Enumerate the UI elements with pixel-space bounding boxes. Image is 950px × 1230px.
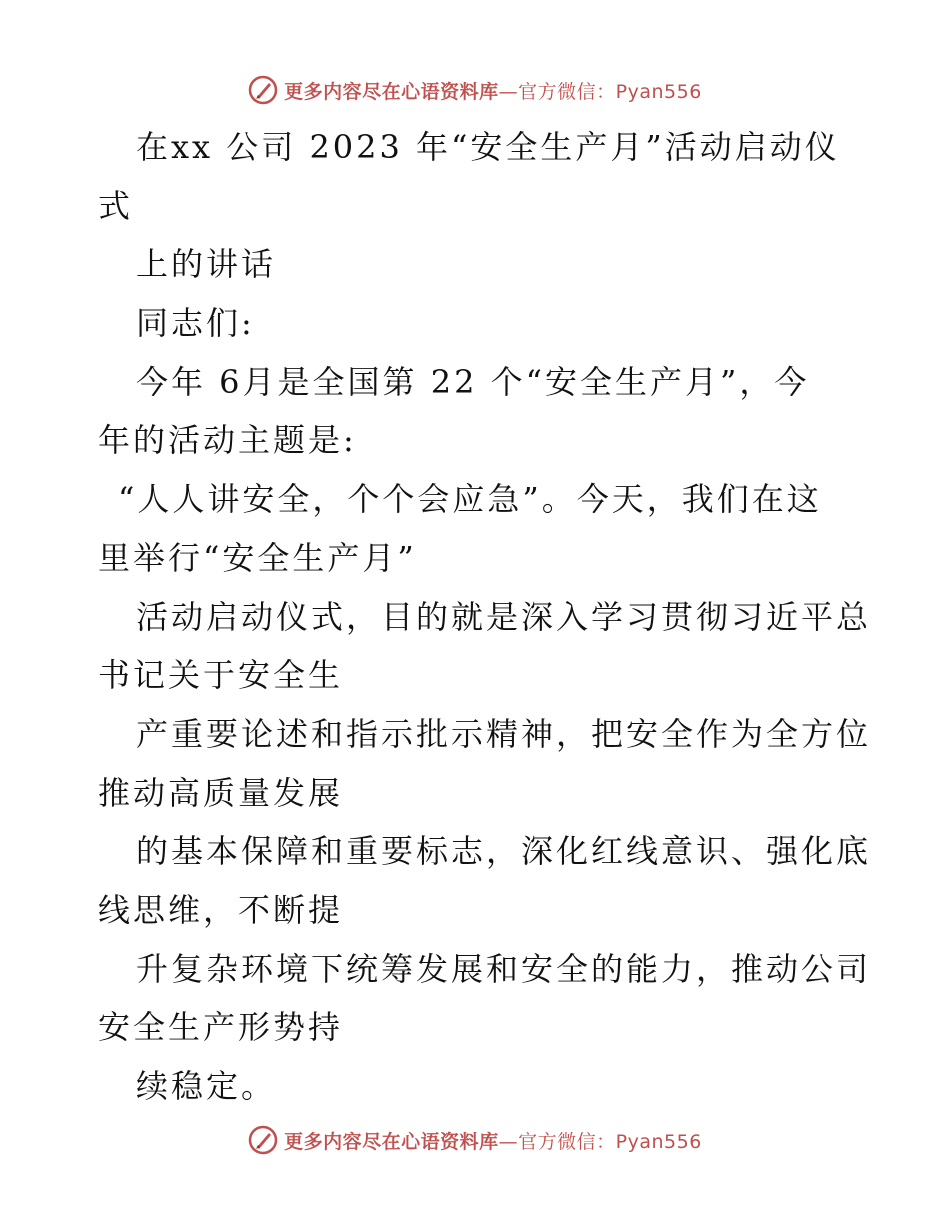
header-watermark-text: [284, 77, 702, 104]
text-line: 续稳定。: [136, 1067, 277, 1105]
text-line: 式: [98, 186, 134, 225]
watermark-contact: —官方微信：Pyan556: [498, 80, 702, 103]
text-line: 的基本保障和重要标志，深化红线意识、强化底: [136, 832, 872, 871]
watermark-lead: 更多内容尽在心语资料库: [284, 80, 499, 103]
footer-watermark-text: [284, 1127, 702, 1154]
watermark-lead: 更多内容尽在心语资料库: [284, 1130, 499, 1153]
footer-watermark-banner: [0, 1120, 950, 1160]
text-line: 线思维，不断提: [98, 890, 344, 929]
text-line: 活动启动仪式，目的就是深入学习贯彻习近平总: [136, 597, 872, 636]
text-line: “人人讲安全，个个会应急”。今天，我们在这: [118, 480, 822, 519]
text-line: 升复杂环境下统筹发展和安全的能力，推动公司: [136, 949, 872, 988]
text-line: 里举行“安全生产月”: [98, 538, 417, 577]
text-line: 年的活动主题是:: [98, 421, 357, 460]
text-line: 产重要论述和指示批示精神，把安全作为全方位: [136, 714, 872, 753]
text-line: 安全生产形势持: [98, 1008, 344, 1047]
text-line: 上的讲话: [136, 245, 277, 284]
feather-pen-logo-icon: [248, 75, 278, 105]
text-line: 同志们:: [136, 304, 255, 343]
text-line: 书记关于安全生: [98, 656, 344, 695]
text-line: 在xx 公司 2023 年“安全生产月”活动启动仪: [136, 128, 840, 166]
text-line: 今年 6月是全国第 22 个“安全生产月”，今: [136, 362, 810, 401]
text-line: 推动高质量发展: [98, 773, 344, 812]
feather-pen-logo-icon: [248, 1125, 278, 1155]
document-body: [98, 118, 872, 1116]
header-watermark-banner: [0, 70, 950, 110]
watermark-contact: —官方微信：Pyan556: [498, 1130, 702, 1153]
